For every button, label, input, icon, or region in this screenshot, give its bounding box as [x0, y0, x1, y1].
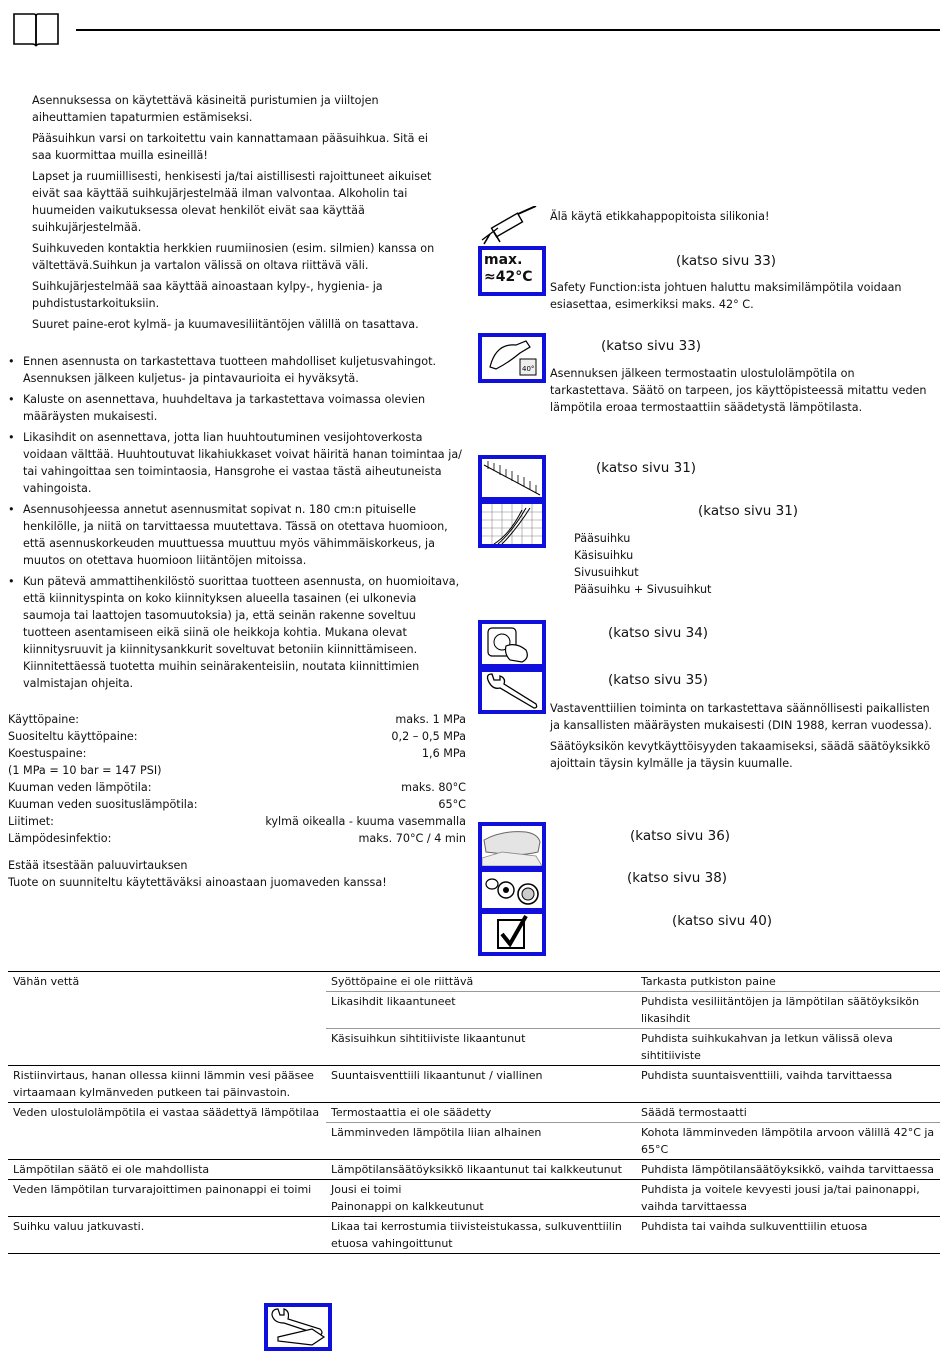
table-row	[8, 1180, 940, 1217]
ref-page-31-b: (katso sivu 31)	[698, 503, 799, 519]
ref-page-31: (katso sivu 31)	[596, 460, 697, 476]
note-drinking-water: Tuote on suunniteltu käytettäväksi ainoastaan juomaveden kanssa!	[8, 876, 387, 889]
spec-row: (1 MPa = 10 bar = 147 PSI)	[8, 764, 162, 777]
safety-note: Suihkuveden kontaktia herkkien ruumiinosien (esim. silmien) kanssa on vältettävä.Suihkun ja vartalon välissä on oltava riittävä väli.	[32, 242, 435, 272]
table-row	[8, 1103, 940, 1123]
remedy-cell: Puhdista vesiliitäntöjen ja lämpötilan säätöyksikön likasihdit	[636, 992, 940, 1029]
cleaning-cloth-icon	[478, 822, 546, 870]
ref-page-33-b: (katso sivu 33)	[601, 338, 702, 354]
cause-cell: Likasihdit likaantuneet	[326, 992, 636, 1029]
maintenance-text-1: Vastaventtiilien toiminta on tarkastettava säännöllisesti paikallisten ja kansallisten määräysten mukaisesti (DIN 1988, kerran vuodessa).	[550, 702, 932, 732]
thermometer-check-icon	[478, 333, 546, 383]
cause-cell: Lämminveden lämpötila liian alhainen	[326, 1123, 636, 1160]
note-backflow: Estää itsestään paluuvirtauksen	[8, 859, 188, 872]
ruler-scale-icon	[478, 455, 546, 501]
installation-note: • Ennen asennusta on tarkastettava tuotteen mahdolliset kuljetusvahingot. Asennuksen jälkeen kuljetus- ja pintavaurioita ei hyväksytä.	[8, 353, 464, 387]
safety-note: Pääsuihkun varsi on tarkoitettu vain kannattamaan pääsuihkua. Sitä ei saa kuormittaa muilla esineillä!	[32, 132, 428, 162]
checkmark-icon	[478, 910, 546, 956]
flow-item: Pääsuihku	[574, 532, 631, 545]
spec-row: Käyttöpaine: maks. 1 MPa	[8, 713, 466, 726]
problem-cell: Lämpötilan säätö ei ole mahdollista	[8, 1160, 326, 1180]
ref-page-38: (katso sivu 38)	[627, 870, 728, 886]
spec-row: Kuuman veden suosituslämpötila: 65°C	[8, 798, 466, 811]
ref-page-34: (katso sivu 34)	[608, 625, 709, 641]
ref-page-35: (katso sivu 35)	[608, 672, 709, 688]
spec-row: Koestuspaine: 1,6 MPa	[8, 747, 466, 760]
safety-note: Suuret paine-erot kylmä- ja kuumavesiliitäntöjen välillä on tasattava.	[32, 318, 419, 331]
remedy-cell: Puhdista ja voitele kevyesti jousi ja/tai painonappi, vaihda tarvittaessa	[636, 1180, 940, 1217]
installation-note: • Likasihdit on asennettava, jotta lian huuhtoutuminen vesijohtoverkosta voidaan välttää. Huuhtoutuvat likahiukkaset voivat häiritä hanan toimintaa ja/ tai vahingoittaa sen toimintaosia, Hansgrohe ei vastaa tästä aiheutuneista vahingoista.	[8, 429, 464, 497]
wrench-icon	[478, 668, 546, 714]
spec-row: Lämpödesinfektio: maks. 70°C / 4 min	[8, 832, 466, 845]
cause-cell: Syöttöpaine ei ole riittävä	[326, 972, 636, 992]
table-row	[8, 1066, 940, 1103]
flow-item: Sivusuihkut	[574, 566, 639, 579]
spec-row: Liitimet: kylmä oikealla - kuuma vasemmalla	[8, 815, 466, 828]
spare-parts-icon	[478, 868, 546, 912]
max-temp-icon: max. ≈42°C	[478, 246, 546, 296]
cause-cell: Termostaattia ei ole säädetty	[326, 1103, 636, 1123]
remedy-cell: Puhdista tai vaihda sulkuventtiilin etuosa	[636, 1217, 940, 1254]
problem-cell: Suihku valuu jatkuvasti.	[8, 1217, 326, 1254]
svg-text:40°: 40°	[522, 365, 535, 373]
header-rule	[76, 29, 940, 31]
safety-note: Lapset ja ruumiillisesti, henkisesti ja/tai aistillisesti rajoittuneet aikuiset eivät saa käyttää suihkujärjestelmää ilman valvontaa. Alkoholin tai huumeiden vaikutuksessa olevat henkilöt eivät saa käyttää suihkujärjestelmää.	[32, 170, 432, 234]
maintenance-text-2: Säätöyksikön kevytkäyttöisyyden takaamiseksi, säädä säätöyksikkö ajoittain täysin kylmälle ja täysin kuumalle.	[550, 740, 931, 770]
ref-page-40: (katso sivu 40)	[672, 913, 773, 929]
safety-function-text: Safety Function:ista johtuen haluttu maksimilämpötila voidaan esiasettaa, esimerkiksi maks. 42° C.	[550, 281, 902, 311]
cause-cell: Suuntaisventtiili likaantunut / viallinen	[326, 1066, 636, 1103]
silicone-warning: Älä käytä etikkahappopitoista silikonia!	[550, 210, 770, 223]
problem-cell: Ristiinvirtaus, hanan ollessa kiinni lämmin vesi pääsee virtaamaan kylmänveden putkeen tai päinvastoin.	[8, 1066, 326, 1103]
remedy-cell: Tarkasta putkiston paine	[636, 972, 940, 992]
table-row	[8, 1160, 940, 1180]
flow-graph-icon	[478, 500, 546, 548]
hand-cleaning-icon	[478, 620, 546, 668]
problem-cell: Veden ulostulolämpötila ei vastaa säädettyä lämpötilaa	[8, 1103, 326, 1160]
remedy-cell: Kohota lämminveden lämpötila arvoon välillä 42°C ja 65°C	[636, 1123, 940, 1160]
remedy-cell: Puhdista suihkukahvan ja letkun välissä oleva sihtitiiviste	[636, 1029, 940, 1066]
safety-notes	[32, 92, 440, 337]
tools-icon	[264, 1303, 332, 1351]
spec-row: Suositeltu käyttöpaine: 0,2 – 0,5 MPa	[8, 730, 466, 743]
remedy-cell: Säädä termostaatti	[636, 1103, 940, 1123]
ref-page-36: (katso sivu 36)	[630, 828, 731, 844]
flow-item: Pääsuihku + Sivusuihkut	[574, 583, 712, 596]
installation-note: • Kaluste on asennettava, huuhdeltava ja tarkastettava voimassa olevien määräysten mukaisesti.	[8, 391, 464, 425]
notes	[8, 857, 466, 891]
table-row	[8, 972, 940, 992]
problem-cell: Vähän vettä	[8, 972, 326, 1066]
remedy-cell: Puhdista lämpötilansäätöyksikkö, vaihda tarvittaessa	[636, 1160, 940, 1180]
flow-item: Käsisuihku	[574, 549, 634, 562]
cause-cell: Lämpötilansäätöyksikkö likaantunut tai kalkkeutunut	[326, 1160, 636, 1180]
safety-note: Asennuksessa on käytettävä käsineitä puristumien ja viiltojen aiheuttamien tapaturmien estämiseksi.	[32, 94, 379, 124]
manual-book-icon	[12, 10, 60, 48]
cause-cell: Jousi ei toimi Painonappi on kalkkeutunut	[326, 1180, 636, 1217]
table-row	[8, 1217, 940, 1254]
flow-list	[574, 530, 874, 598]
cause-cell: Käsisuihkun sihtitiiviste likaantunut	[326, 1029, 636, 1066]
cause-cell: Likaa tai kerrostumia tiivisteistukassa, sulkuventtiilin etuosa vahingoittunut	[326, 1217, 636, 1254]
installation-note: • Kun pätevä ammattihenkilöstö suorittaa tuotteen asennusta, on huomioitava, että kiinnityspinta on koko kiinnityksen alueella tasainen (ei ulkonevia saumoja tai laattojen tasomuutoksia) ja, että seinän rakenne soveltuu tuotteen asentamiseen eikä siinä ole heikkoja kohtia. Mukana olevat kiinnitysruuvit ja kiinnitysankkurit soveltuvat betoniin kiinnittämiseen. Kiinnitettäessä tuotetta muihin seinärakenteisiin, noutata kiinnittimien valmistajan ohjeita.	[8, 573, 464, 692]
installation-notes	[8, 353, 464, 696]
ref-page-33: (katso sivu 33)	[676, 253, 777, 269]
troubleshooting-table	[8, 971, 940, 1254]
thermostat-check-text: Asennuksen jälkeen termostaatin ulostulolämpötila on tarkastettava. Säätö on tarpeen, jos käyttöpisteessä mitattu veden lämpötila eroaa termostaattiin säädetystä lämpötilasta.	[550, 367, 927, 414]
problem-cell: Veden lämpötilan turvarajoittimen painonappi ei toimi	[8, 1180, 326, 1217]
silicone-gun-icon	[480, 206, 542, 246]
remedy-cell: Puhdista suuntaisventtiili, vaihda tarvittaessa	[636, 1066, 940, 1103]
safety-note: Suihkujärjestelmää saa käyttää ainoastaan kylpy-, hygienia- ja puhdistustarkoituksiin.	[32, 280, 383, 310]
installation-note: • Asennusohjeessa annetut asennusmitat sopivat n. 180 cm:n pituiselle henkilölle, ja niitä on tarvittaessa muutettava. Tässä on otettava huomioon, että asennuskorkeuden muuttuessa muuttuu myös vähimmäiskorkeus, ja muutos on otettava huomioon liitäntöjen mitoissa.	[8, 501, 464, 569]
spec-row: Kuuman veden lämpötila: maks. 80°C	[8, 781, 466, 794]
tech-specs	[8, 711, 466, 847]
